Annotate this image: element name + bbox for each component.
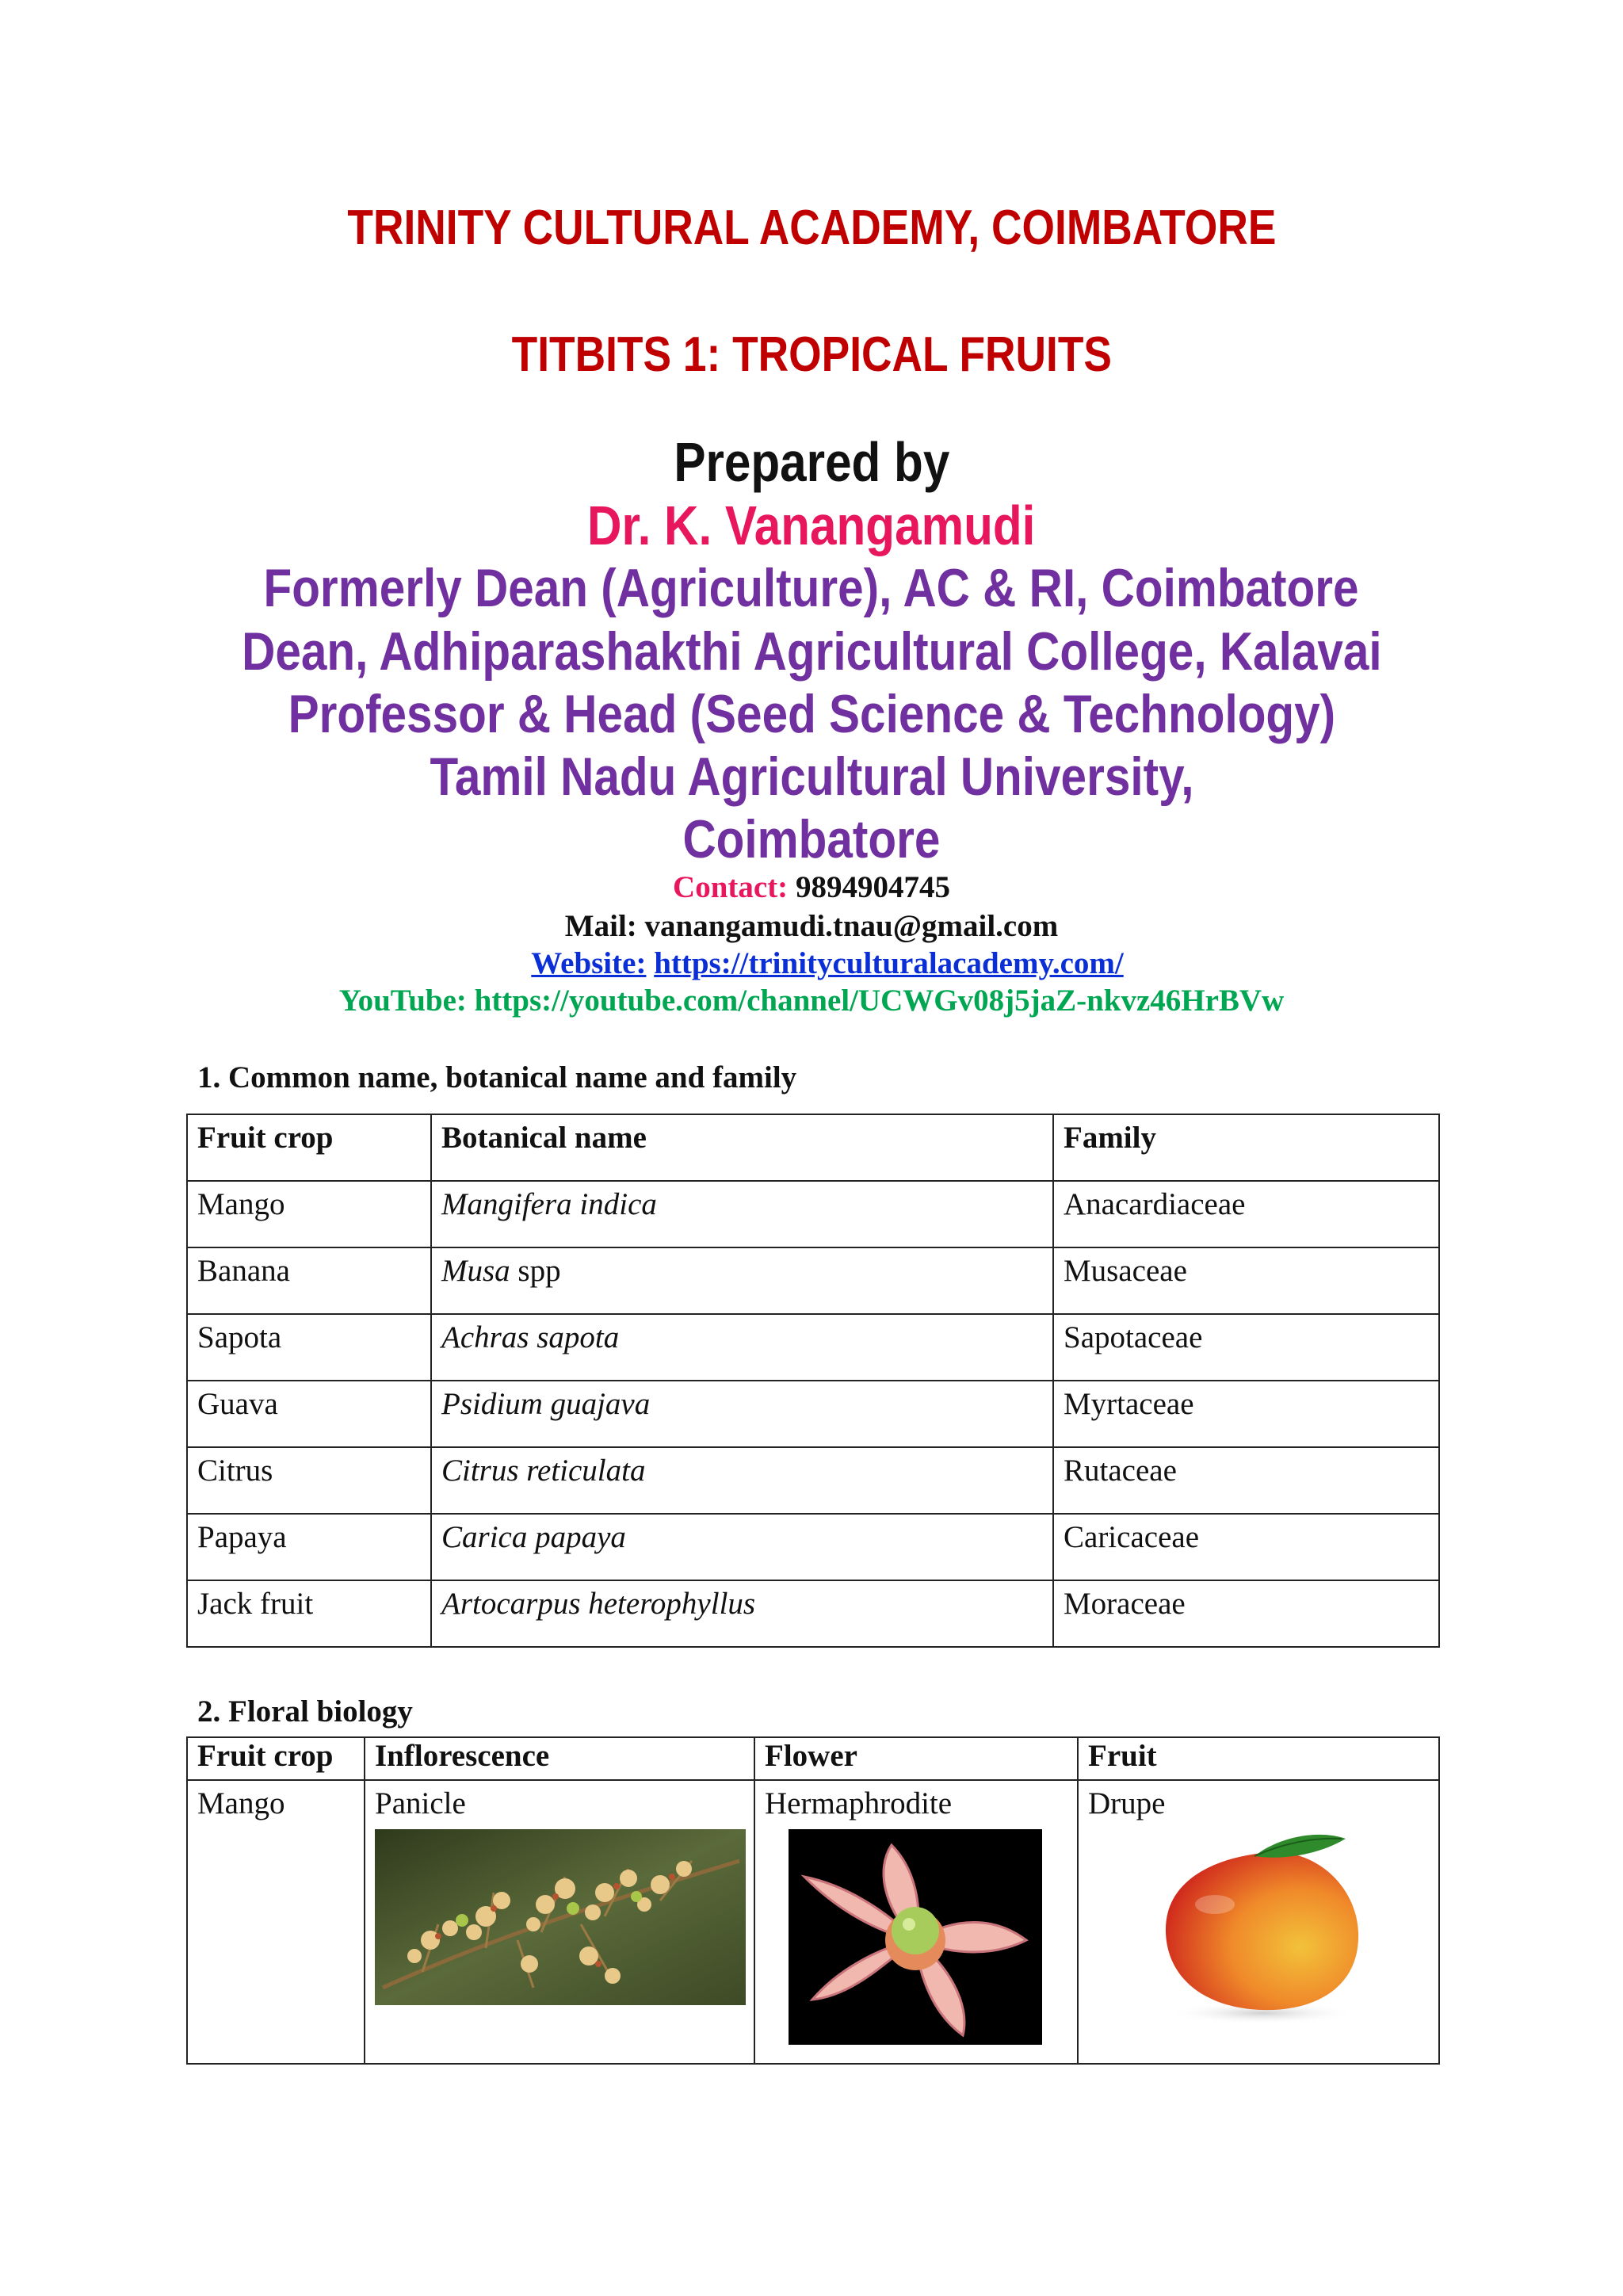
table-row [187, 1780, 1439, 2064]
fruit-label: Drupe [1088, 1786, 1166, 1820]
family-cell: Caricaceae [1053, 1514, 1439, 1580]
document-title: TITBITS 1: TROPICAL FRUITS [511, 327, 1112, 382]
botanical-name-cell: Achras sapota [431, 1314, 1053, 1381]
family-cell: Musaceae [1053, 1247, 1439, 1314]
table-row [187, 1381, 1439, 1447]
col-flower: Flower [754, 1737, 1078, 1780]
fruit-crop-cell: Citrus [187, 1447, 431, 1514]
flower-cell [754, 1780, 1078, 2064]
author-role-3: Professor & Head (Seed Science & Technology) [288, 684, 1335, 744]
botanical-name-cell: Citrus reticulata [431, 1447, 1053, 1514]
academy-title: TRINITY CULTURAL ACADEMY, COIMBATORE [346, 201, 1277, 255]
section2-heading: 2. Floral biology [197, 1694, 413, 1729]
fruit-crop-cell: Banana [187, 1247, 431, 1314]
fruit-crop-cell: Sapota [187, 1314, 431, 1381]
table-row [187, 1514, 1439, 1580]
fruit-crop-cell: Jack fruit [187, 1580, 431, 1647]
author-name: Dr. K. Vanangamudi [587, 495, 1036, 556]
section1-heading: 1. Common name, botanical name and family [197, 1060, 797, 1095]
mango-flower-photo [789, 1829, 1042, 2045]
table-row [187, 1247, 1439, 1314]
col-fruit-crop: Fruit crop [187, 1737, 365, 1780]
col-fruit-crop: Fruit crop [187, 1114, 431, 1181]
fruit-cell [1078, 1780, 1439, 2064]
fruit-crop-cell: Guava [187, 1381, 431, 1447]
table-row [187, 1447, 1439, 1514]
col-fruit: Fruit [1078, 1737, 1439, 1780]
website-line [0, 946, 1623, 981]
family-cell: Anacardiaceae [1053, 1181, 1439, 1247]
prepared-by: Prepared by [674, 431, 949, 493]
botanical-name-cell: Mangifera indica [431, 1181, 1053, 1247]
botanical-name-cell: Musa spp [431, 1247, 1053, 1314]
inflorescence-cell [365, 1780, 754, 2064]
family-cell: Rutaceae [1053, 1447, 1439, 1514]
mango-panicle-photo [375, 1829, 746, 2005]
youtube-link[interactable]: YouTube: https://youtube.com/channel/UCWGv08j5jaZ-nkvz46HrBVw [338, 984, 1285, 1018]
table-row [187, 1580, 1439, 1647]
contact-label: Contact: [673, 870, 789, 904]
website-link[interactable]: https://trinityculturalacademy.com/ [654, 946, 1124, 980]
family-cell: Myrtaceae [1053, 1381, 1439, 1447]
table-row [187, 1314, 1439, 1381]
family-cell: Sapotaceae [1053, 1314, 1439, 1381]
table-header-row [187, 1114, 1439, 1181]
fruit-crop-cell: Papaya [187, 1514, 431, 1580]
author-role-5: Coimbatore [682, 809, 941, 869]
mail-line: Mail: vanangamudi.tnau@gmail.com [564, 909, 1059, 943]
inflorescence-label: Panicle [375, 1786, 466, 1820]
fruit-crop-cell: Mango [187, 1780, 365, 2064]
botanical-name-cell: Psidium guajava [431, 1381, 1053, 1447]
contact-line [0, 869, 1623, 905]
col-inflorescence: Inflorescence [365, 1737, 754, 1780]
botanical-name-cell: Artocarpus heterophyllus [431, 1580, 1053, 1647]
names-table [186, 1114, 1440, 1648]
table-header-row [187, 1737, 1439, 1780]
flower-label: Hermaphrodite [765, 1786, 953, 1820]
col-botanical-name: Botanical name [431, 1114, 1053, 1181]
family-cell: Moraceae [1053, 1580, 1439, 1647]
table-row [187, 1181, 1439, 1247]
author-role-2: Dean, Adhiparashakthi Agricultural College, Kalavai [241, 621, 1382, 682]
floral-biology-table [186, 1736, 1440, 2065]
author-role-4: Tamil Nadu Agricultural University, [429, 747, 1194, 807]
author-role-1: Formerly Dean (Agriculture), AC & RI, Coimbatore [263, 558, 1360, 618]
col-family: Family [1053, 1114, 1439, 1181]
contact-phone: 9894904745 [795, 870, 950, 904]
fruit-crop-cell: Mango [187, 1181, 431, 1247]
website-label[interactable]: Website: [531, 946, 647, 980]
mango-fruit-photo [1144, 1829, 1381, 2027]
botanical-name-cell: Carica papaya [431, 1514, 1053, 1580]
